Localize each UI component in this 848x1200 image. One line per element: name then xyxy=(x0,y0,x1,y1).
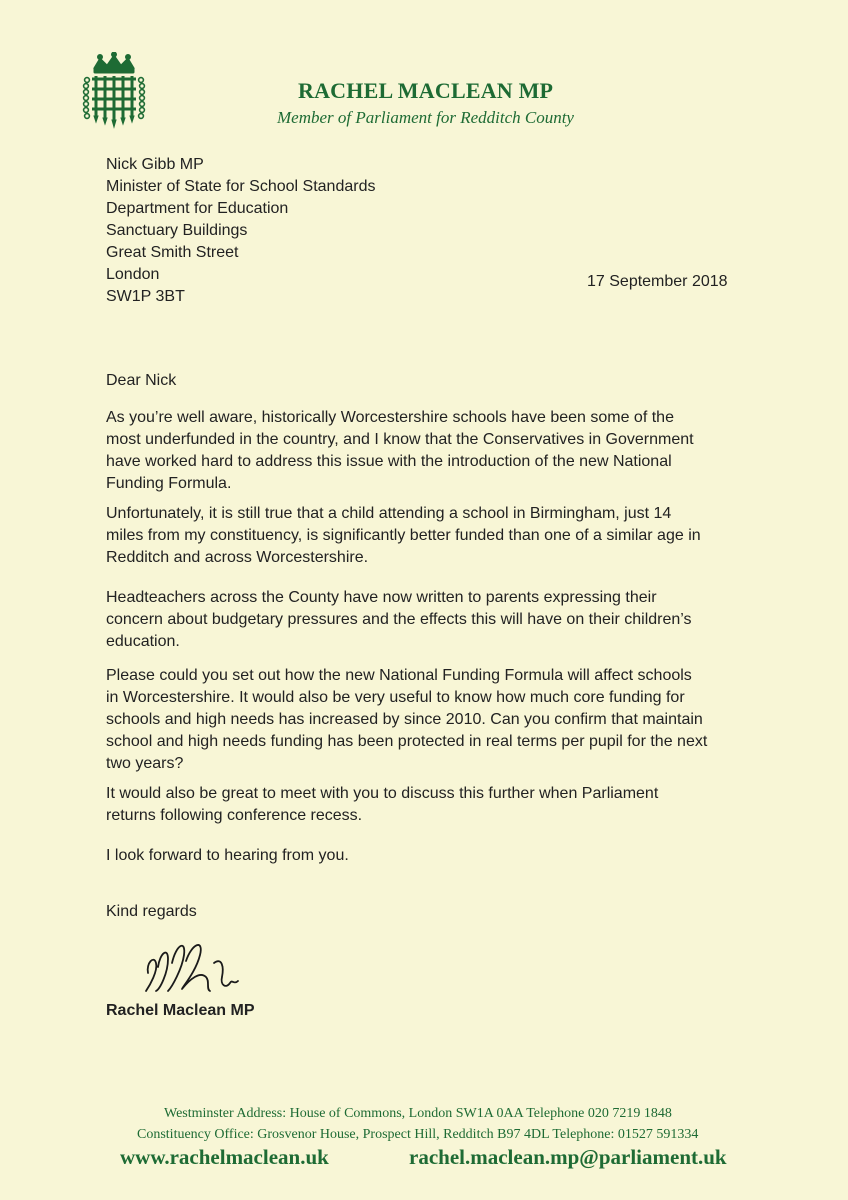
paragraph-line: miles from my constituency, is significantly better funded than one of a similar age in xyxy=(106,527,701,544)
signoff: Kind regards xyxy=(106,903,197,920)
paragraph-line: concern about budgetary pressures and the effects this will have on their children’s xyxy=(106,611,692,628)
paragraph-line: Headteachers across the County have now written to parents expressing their xyxy=(106,589,657,606)
paragraph-line: Redditch and across Worcestershire. xyxy=(106,549,369,566)
paragraph-line: education. xyxy=(106,633,180,650)
recipient-line: Department for Education xyxy=(106,200,289,217)
paragraph-line: schools and high needs has increased by since 2010. Can you confirm that maintain xyxy=(106,711,703,728)
recipient-line: SW1P 3BT xyxy=(106,288,185,305)
paragraph-line: It would also be great to meet with you to discuss this further when Parliament xyxy=(106,785,659,802)
portcullis-crest-icon xyxy=(80,52,148,132)
paragraph xyxy=(106,665,746,775)
paragraph-line: I look forward to hearing from you. xyxy=(106,847,349,864)
paragraph xyxy=(106,503,746,569)
paragraph-line: in Worcestershire. It would also be very useful to know how much core funding for xyxy=(106,689,685,706)
paragraph xyxy=(106,587,746,653)
paragraph-line: most underfunded in the country, and I know that the Conservatives in Government xyxy=(106,431,694,448)
paragraph-line: two years? xyxy=(106,755,184,772)
signer-name: Rachel Maclean MP xyxy=(106,1002,255,1019)
paragraph xyxy=(106,845,746,867)
paragraph-line: school and high needs funding has been protected in real terms per pupil for the next xyxy=(106,733,708,750)
letterhead-subtitle: Member of Parliament for Redditch County xyxy=(277,108,574,127)
paragraph xyxy=(106,783,746,827)
recipient-line: Sanctuary Buildings xyxy=(106,222,248,239)
email-link[interactable]: rachel.maclean.mp@parliament.uk xyxy=(409,1145,727,1169)
website-link[interactable]: www.rachelmaclean.uk xyxy=(120,1145,329,1169)
recipient-line: Minister of State for School Standards xyxy=(106,178,376,195)
paragraph-line: Please could you set out how the new National Funding Formula will affect schools xyxy=(106,667,692,684)
paragraph-line: Unfortunately, it is still true that a child attending a school in Birmingham, just 14 xyxy=(106,505,672,522)
constituency-address: Constituency Office: Grosvenor House, Prospect Hill, Redditch B97 4DL Telephone: 01527 591334 xyxy=(137,1127,699,1142)
recipient-line: Nick Gibb MP xyxy=(106,156,204,173)
paragraph xyxy=(106,407,746,495)
westminster-address: Westminster Address: House of Commons, London SW1A 0AA Telephone 020 7219 1848 xyxy=(164,1106,672,1121)
letter-date: 17 September 2018 xyxy=(587,273,728,290)
paragraph-line: have worked hard to address this issue with the introduction of the new National xyxy=(106,453,672,470)
recipient-address xyxy=(106,154,375,308)
paragraph-line: returns following conference recess. xyxy=(106,807,363,824)
recipient-line: Great Smith Street xyxy=(106,244,239,261)
paragraph-line: Funding Formula. xyxy=(106,475,232,492)
salutation: Dear Nick xyxy=(106,372,177,389)
handwritten-signature-icon xyxy=(138,933,250,997)
paragraph-line: As you’re well aware, historically Worcestershire schools have been some of the xyxy=(106,409,674,426)
letterhead-name: RACHEL MACLEAN MP xyxy=(298,78,554,103)
recipient-line: London xyxy=(106,266,160,283)
